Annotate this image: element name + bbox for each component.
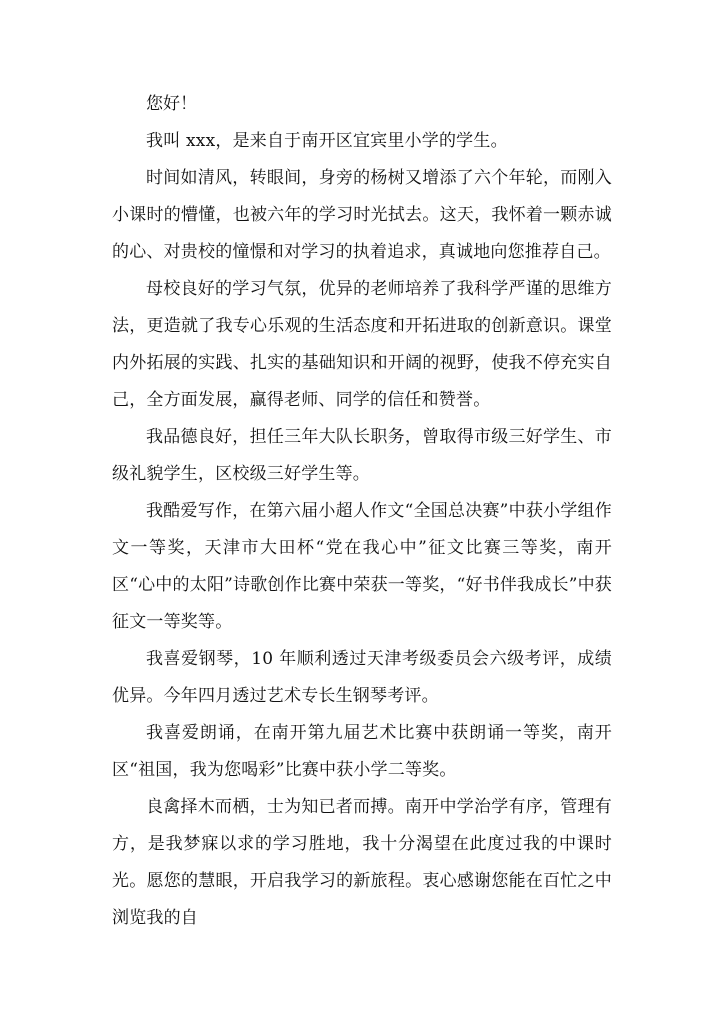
paragraph-time: 时间如清风，转眼间，身旁的杨树又增添了六个年轮，而刚入小课时的懵懂，也被六年的学习时光拭去。这天，我怀着一颗赤诚的心、对贵校的憧憬和对学习的执着追求，真诚地向您推荐自己。: [112, 168, 612, 262]
letter-body: [112, 86, 612, 937]
greeting: 您好！: [146, 94, 197, 114]
paragraph-writing: 我酷爱写作，在第六届小超人作文“全国总决赛”中获小学组作文一等奖，天津市大田杯“党在我心中”征文比赛三等奖，南开区“心中的太阳”诗歌创作比赛中荣获一等奖，“好书伴我成长”中获征文一等奖等。: [112, 501, 612, 632]
paragraph-recitation: 我喜爱朗诵，在南开第九届艺术比赛中获朗诵一等奖，南开区“祖国，我为您喝彩”比赛中获小学二等奖。: [112, 723, 612, 780]
paragraph-piano: 我喜爱钢琴，10 年顺利透过天津考级委员会六级考评，成绩优异。今年四月透过艺术专长生钢琴考评。: [112, 649, 612, 706]
paragraph-character: 我品德良好，担任三年大队长职务，曾取得市级三好学生、市级礼貌学生，区校级三好学生等。: [112, 427, 612, 484]
paragraph-closing: 良禽择木而栖，士为知已者而搏。南开中学治学有序，管理有方，是我梦寐以求的学习胜地，我十分渴望在此度过我的中课时光。愿您的慧眼，开启我学习的新旅程。衷心感谢您能在百忙之中浏览我的自: [112, 797, 612, 928]
paragraph-school: 母校良好的学习气氛，优异的老师培养了我科学严谨的思维方法，更造就了我专心乐观的生活态度和开拓进取的创新意识。课堂内外拓展的实践、扎实的基础知识和开阔的视野，使我不停充实自己，全方面发展，赢得老师、同学的信任和赞誉。: [112, 279, 612, 410]
paragraph-intro: 我叫 xxx，是来自于南开区宜宾里小学的学生。: [146, 131, 508, 151]
